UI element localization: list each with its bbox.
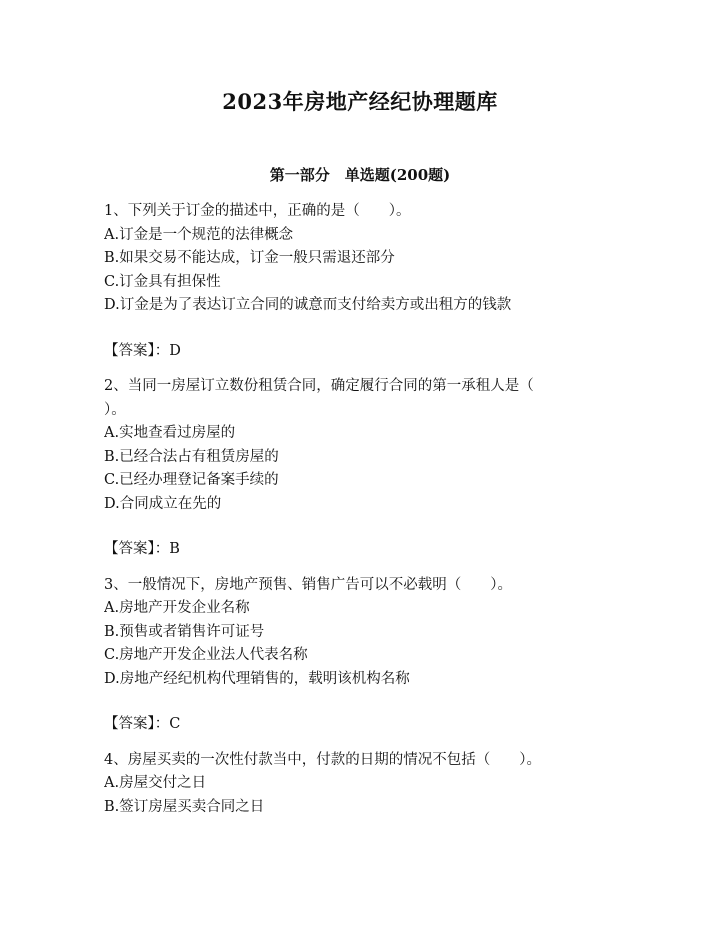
question-3	[104, 574, 624, 737]
answer-value: D	[169, 342, 181, 359]
question-stem: 2、当同一房屋订立数份租赁合同，确定履行合同的第一承租人是（	[104, 378, 534, 394]
option-b: B.预售或者销售许可证号	[104, 623, 265, 640]
option-c: C.已经办理登记备案手续的	[104, 472, 279, 488]
option-d: D.订金是为了表达订立合同的诚意而支付给卖方或出租方的钱款	[104, 297, 512, 313]
question-4	[104, 749, 624, 820]
section-title-text: 第一部分 单选题(200题)	[269, 166, 451, 184]
answer-value: B	[169, 541, 180, 557]
option-c: C.订金具有担保性	[104, 273, 221, 290]
answer-line	[104, 538, 624, 562]
option-d: D.房地产经纪机构代理销售的，载明该机构名称	[104, 670, 410, 687]
option-a: A.实地查看过房屋的	[104, 425, 236, 441]
answer-line	[104, 713, 624, 737]
question-stem: 3、一般情况下，房地产预售、销售广告可以不必载明（ ）。	[104, 576, 512, 593]
option-b: B.如果交易不能达成，订金一般只需退还部分	[104, 250, 395, 266]
answer-label: 【答案】：	[104, 342, 170, 359]
question-stem: 1、下列关于订金的描述中，正确的是（ ）。	[104, 203, 411, 219]
option-a: A.房屋交付之日	[104, 775, 207, 791]
question-stem: 4、房屋买卖的一次性付款当中，付款的日期的情况不包括（ ）。	[104, 751, 541, 768]
option-c: C.房地产开发企业法人代表名称	[104, 647, 308, 663]
question-list	[104, 200, 624, 819]
option-b: B.已经合法占有租赁房屋的	[104, 448, 279, 465]
section-title	[0, 164, 720, 185]
answer-line	[104, 340, 624, 364]
document-title: 2023年房地产经纪协理题库	[222, 89, 498, 114]
question-2	[104, 375, 624, 562]
answer-label: 【答案】：	[104, 716, 170, 732]
question-stem-continued: ）。	[104, 401, 126, 418]
option-a: A.订金是一个规范的法律概念	[104, 226, 294, 243]
question-1	[104, 200, 624, 363]
answer-value: C	[169, 716, 181, 732]
option-d: D.合同成立在先的	[104, 495, 222, 512]
option-b: B.签订房屋买卖合同之日	[104, 798, 265, 815]
option-a: A.房地产开发企业名称	[104, 600, 250, 616]
answer-label: 【答案】：	[104, 541, 170, 557]
